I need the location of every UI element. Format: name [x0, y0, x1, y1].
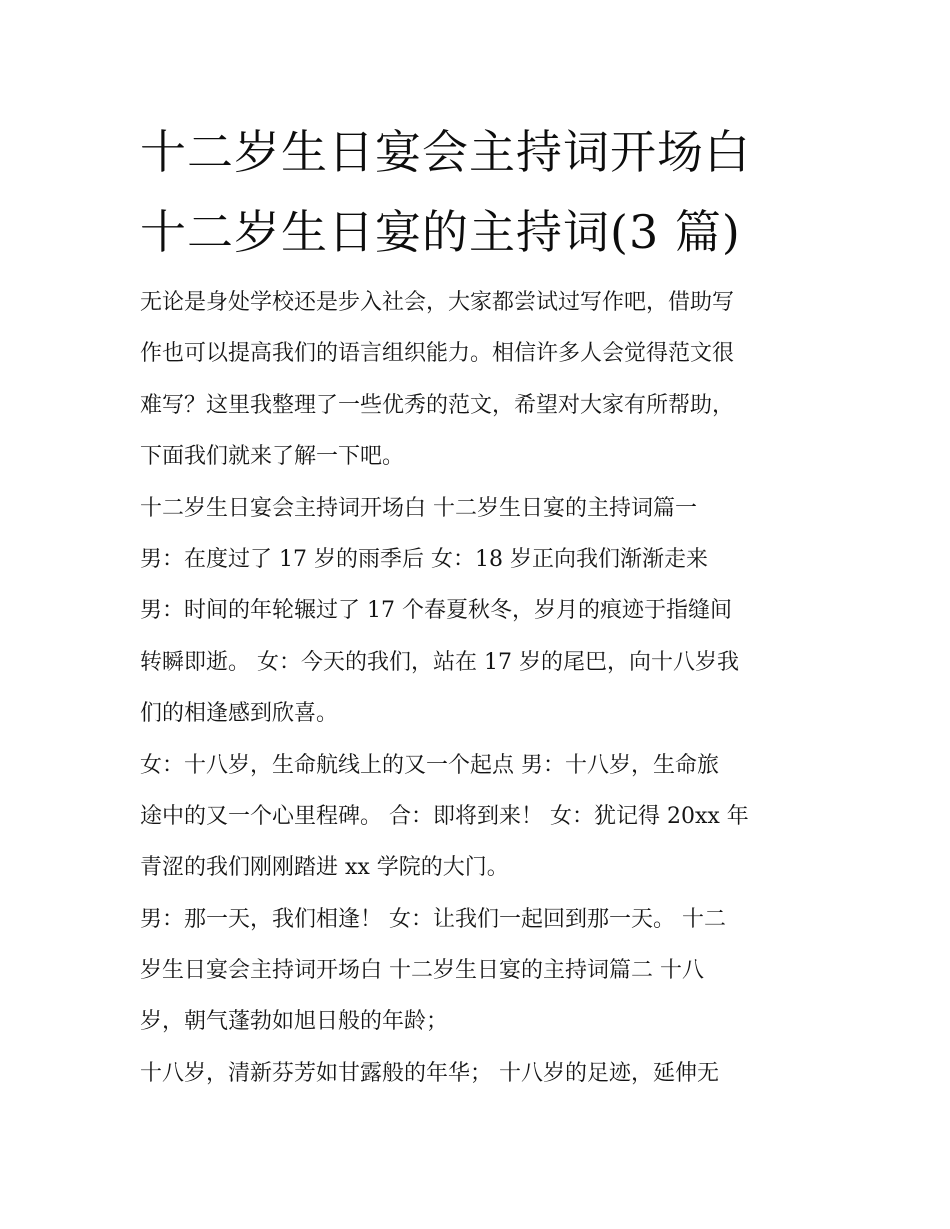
paragraph-section-heading-1: [140, 483, 820, 534]
paragraph-line: 男：时间的年轮辗过了 17 个春夏秋冬，岁月的痕迹于指缝间: [140, 598, 732, 624]
paragraph-line: 岁生日宴会主持词开场白 十二岁生日宴的主持词篇二 十八: [140, 958, 704, 984]
paragraph-line: 岁，朝气蓬勃如旭日般的年龄；: [140, 1009, 449, 1035]
paragraph-intro: [140, 277, 820, 483]
paragraph-dialogue-3: [140, 740, 820, 894]
title-line-2: 十二岁生日宴的主持词(3 篇): [140, 205, 741, 259]
document-body: [140, 277, 820, 1099]
paragraph-line: 青涩的我们刚刚踏进 xx 学院的大门。: [140, 855, 509, 881]
paragraph-line: 女：十八岁，生命航线上的又一个起点 男：十八岁，生命旅: [140, 752, 719, 778]
paragraph-line: 们的相逢感到欣喜。: [140, 701, 339, 727]
paragraph-line: 作也可以提高我们的语言组织能力。相信许多人会觉得范文很: [140, 341, 735, 367]
paragraph-dialogue-4: [140, 894, 820, 1048]
paragraph-line: 十八岁，清新芬芳如甘露般的年华； 十八岁的足迹，延伸无: [140, 1060, 719, 1086]
paragraph-line: 男：那一天，我们相逢！ 女：让我们一起回到那一天。 十二: [140, 906, 726, 932]
paragraph-line: 下面我们就来了解一下吧。: [140, 444, 405, 470]
paragraph-dialogue-5: [140, 1048, 820, 1099]
document-title: [140, 112, 820, 272]
paragraph-line: 无论是身处学校还是步入社会，大家都尝试过写作吧，借助写: [140, 290, 735, 315]
paragraph-line: 难写？这里我整理了一些优秀的范文，希望对大家有所帮助，: [140, 392, 735, 418]
paragraph-line: 十二岁生日宴会主持词开场白 十二岁生日宴的主持词篇一: [140, 495, 697, 521]
paragraph-dialogue-1: [140, 534, 820, 585]
paragraph-dialogue-2: [140, 585, 820, 739]
title-line-1: 十二岁生日宴会主持词开场白: [140, 125, 751, 179]
paragraph-line: 转瞬即逝。 女：今天的我们，站在 17 岁的尾巴，向十八岁我: [140, 649, 739, 675]
paragraph-line: 途中的又一个心里程碑。 合：即将到来！ 女：犹记得 20xx 年: [140, 803, 749, 829]
paragraph-line: 男：在度过了 17 岁的雨季后 女：18 岁正向我们渐渐走来: [140, 546, 708, 572]
